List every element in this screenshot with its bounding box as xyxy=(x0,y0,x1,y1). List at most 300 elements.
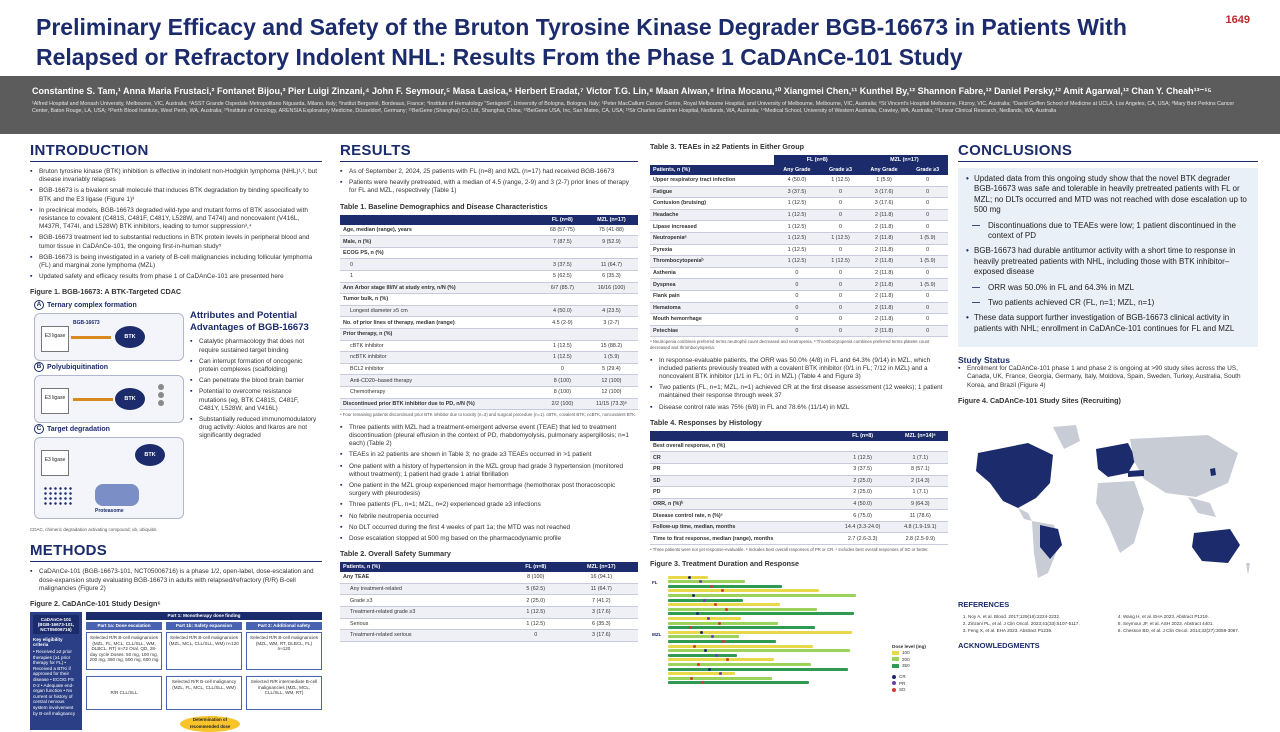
panel-letter: A xyxy=(34,300,44,310)
legend-dose-350: 350 xyxy=(892,663,926,668)
table-cell: 0 xyxy=(907,290,948,302)
table-cell: 1 (12.5) xyxy=(820,232,861,244)
table-cell: 5 (62.5) xyxy=(507,583,565,595)
table-row xyxy=(650,441,948,452)
table-cell: 3 (2-7) xyxy=(585,317,638,329)
table-cell: 3 (17.6) xyxy=(861,198,908,210)
group-header-fl: FL (n=8) xyxy=(774,155,861,165)
table-row xyxy=(340,270,638,282)
swimmer-bar xyxy=(668,668,848,671)
table-cell: Treatment-related grade ≥3 xyxy=(340,606,507,618)
response-marker xyxy=(708,668,711,671)
table-cell: 7 (87.5) xyxy=(540,236,585,248)
table-header: MZL (n=17) xyxy=(585,215,638,225)
table-row xyxy=(340,282,638,294)
table-cell: 1 xyxy=(340,270,540,282)
table-row xyxy=(650,279,948,291)
table-cell: 0 xyxy=(907,302,948,314)
results-bullet: ▪ Three patients (FL, n=1; MZL, n=2) experienced grade ≥3 infections xyxy=(340,501,638,509)
table-cell: 2 (11.8) xyxy=(861,325,908,337)
table-cell: 2 (11.8) xyxy=(861,314,908,326)
table-cell: 0 xyxy=(820,325,861,337)
references xyxy=(958,613,1258,635)
ubiquitin-chain xyxy=(149,382,173,416)
table-cell: Asthenia xyxy=(650,267,774,279)
table-row xyxy=(340,606,638,618)
swimmer-bar xyxy=(668,658,774,661)
fig1-panel-ternary xyxy=(34,300,184,361)
table-cell: 15 (88.2) xyxy=(585,340,638,352)
table-cell: Prior therapy, n (%) xyxy=(340,328,540,340)
table-cell: 1 (5.9) xyxy=(907,279,948,291)
linker-shape xyxy=(73,398,113,401)
table-row xyxy=(650,186,948,198)
table-cell: Longest diameter ≥5 cm xyxy=(340,305,540,317)
eligibility-items: • Received ≥2 prior therapies (≥1 prior therapy for FL) • Received a BTKi if approved for their disease • ECOG PS 0-2 • Adequate end-organ function • No current or history of central nervous system involvement by B-cell malignancy xyxy=(33,649,76,716)
results-bullet: ▪ No febrile neutropenia occurred xyxy=(340,513,638,521)
table-cell: 3 (37.5) xyxy=(774,186,821,198)
table-row xyxy=(650,209,948,221)
table-cell: PR xyxy=(650,463,833,475)
table-cell: Contusion (bruising) xyxy=(650,198,774,210)
hist-label-fl: FL xyxy=(652,579,658,585)
table-row xyxy=(650,498,948,510)
eligibility-title: Key eligibility criteria xyxy=(33,637,63,648)
results-bullet: ▪ As of September 2, 2024, 25 patients with FL (n=8) and MZL (n=17) had received BGB-16673 xyxy=(340,168,638,176)
map-turkey xyxy=(1128,470,1144,477)
table-row xyxy=(650,175,948,186)
table-row xyxy=(340,352,638,364)
response-bullet: ▪ Two patients (FL, n=1; MZL, n=1) achieved CR at the first disease assessment (12 weeks); 1 patient maintained their response through week 37 xyxy=(650,384,948,400)
legend-cr: CR xyxy=(892,674,926,679)
table-cell: 0 xyxy=(774,267,821,279)
table-header: Grade ≥3 xyxy=(820,165,861,175)
intro-bullet: ▪ Updated safety and efficacy results from phase 1 of CaDAnCe-101 are presented here xyxy=(30,273,322,281)
table-cell: 1 (5.9) xyxy=(585,352,638,364)
table-cell: SD xyxy=(650,475,833,487)
map-greenland xyxy=(1053,425,1080,449)
table-cell: 0 xyxy=(820,198,861,210)
table-cell: Follow-up time, median, months xyxy=(650,521,833,533)
swimmer-bar xyxy=(668,622,778,625)
swimmer-bar xyxy=(668,663,811,666)
conclusions-heading: CONCLUSIONS xyxy=(958,142,1258,162)
table-cell: 2 (25.0) xyxy=(833,475,893,487)
table-cell: Serious xyxy=(340,618,507,630)
table-cell: 5 (29.4) xyxy=(585,363,638,375)
table-cell: 1 (7.1) xyxy=(893,452,949,464)
table-3-note: ᵃ Neutropenia combines preferred terms neutrophil count decreased and neutropenia. ᵇ Thrombocytopenia combines preferred terms platelet count decreased and thrombocytopenia. xyxy=(650,339,930,350)
ternary-diagram xyxy=(34,313,184,361)
table-cell: 8 (100) xyxy=(540,386,585,398)
table-cell xyxy=(540,294,585,306)
table-cell: 0 xyxy=(820,290,861,302)
drug-label: BGB-16673 xyxy=(73,320,100,327)
attribute-item: ▪ Substantially reduced immunomodulatory drug activity: Aiolos and Ikaros are not significantly degraded xyxy=(190,416,320,441)
table-cell: 5 (62.5) xyxy=(540,270,585,282)
table-4-title: Table 4. Responses by Histology xyxy=(650,417,762,427)
reference-item: 2. Zinzani PL, et al. J Clin Oncol. 2023;41(33):5107-5117. xyxy=(968,620,1103,627)
table-cell: 1 (5.9) xyxy=(861,175,908,186)
table-cell: 0 xyxy=(907,209,948,221)
table-cell: Upper respiratory tract infection xyxy=(650,175,774,186)
attribute-item: ▪ Can penetrate the blood brain barrier xyxy=(190,377,320,385)
table-cell: 0 xyxy=(774,325,821,337)
attribute-item: ▪ Catalytic pharmacology that does not require sustained target binding xyxy=(190,338,320,354)
degradation-diagram xyxy=(34,437,184,519)
table-cell: 4 (23.5) xyxy=(585,305,638,317)
methods-heading: METHODS xyxy=(30,542,322,562)
table-row xyxy=(340,363,638,375)
results-bullet: ▪ No DLT occurred during the first 4 weeks of part 1a; the MTD was not reached xyxy=(340,524,638,532)
table-row xyxy=(340,317,638,329)
author-band xyxy=(0,76,1280,134)
attributes-title: Attributes and Potential Advantages of BGB-16673 xyxy=(190,310,309,334)
btk-shape: BTK xyxy=(115,326,145,348)
table-cell: Mouth hemorrhage xyxy=(650,314,774,326)
recommended-dose-oval: Determination of recommended dose xyxy=(180,716,240,732)
map-asia xyxy=(1130,435,1238,497)
table-header: Any Grade xyxy=(861,165,908,175)
response-marker xyxy=(715,654,718,657)
response-marker xyxy=(725,608,728,611)
table-3-teaes xyxy=(650,155,948,337)
table-cell: 8 (100) xyxy=(540,375,585,387)
table-cell: 0 xyxy=(820,302,861,314)
table-cell: 0 xyxy=(820,209,861,221)
table-cell: Petechiae xyxy=(650,325,774,337)
table-cell: Time to first response, median (range), months xyxy=(650,533,833,545)
table-cell: Male, n (%) xyxy=(340,236,540,248)
table-cell: Any treatment-related xyxy=(340,583,507,595)
table-cell: 0 xyxy=(774,302,821,314)
table-header: FL (n=8) xyxy=(833,431,893,441)
table-row xyxy=(650,475,948,487)
conclusion-item: • Updated data from this ongoing study show that the novel BTK degrader BGB-16673 was safe and tolerable in heavily pretreated patients with FL or MZL; no DLTs occurred and MTD was not reached with dose escalation up to 500 mg xyxy=(966,174,1250,216)
table-row xyxy=(340,294,638,306)
table-row xyxy=(650,487,948,499)
table-cell xyxy=(585,328,638,340)
swimmer-bar xyxy=(668,677,772,680)
panel-label: Ternary complex formation xyxy=(47,301,137,309)
table-row xyxy=(650,510,948,522)
column-conclusions xyxy=(958,142,1258,720)
table-cell: 16 (94.1) xyxy=(564,572,638,583)
attributes-panel xyxy=(190,310,320,443)
table-cell: 3 (37.5) xyxy=(833,463,893,475)
table-row xyxy=(650,232,948,244)
study-status-heading: Study Status xyxy=(958,355,1010,366)
table-cell xyxy=(585,294,638,306)
table-cell xyxy=(893,441,949,452)
legend-dose-200: 200 xyxy=(892,657,926,662)
results-bullet: ▪ One patient in the MZL group experienced major hemorrhage (hemothorax post thoracoscopic surgery with pleurodesis) xyxy=(340,482,638,498)
table-cell: 2 (25.0) xyxy=(833,487,893,499)
map-australia xyxy=(1192,529,1240,563)
table-cell: 1 (12.5) xyxy=(833,452,893,464)
reference-item: 3. Feng X, et al. EHA 2023. Abstract P1239. xyxy=(968,627,1103,634)
table-cell: CR xyxy=(650,452,833,464)
table-cell: 0 xyxy=(820,279,861,291)
table-cell: Best overall response, n (%) xyxy=(650,441,833,452)
map-southeast-asia xyxy=(1188,497,1216,517)
group-header-mzl: MZL (n=17) xyxy=(861,155,948,165)
table-header: Patients, n (%) xyxy=(340,562,507,572)
swimmer-bar xyxy=(668,654,737,657)
table-cell: 4 (50.0) xyxy=(540,305,585,317)
column-results xyxy=(340,142,638,720)
introduction-bullets xyxy=(30,168,322,281)
reference-item: 4. Wang H, et al. EHA 2023. Abstract P1219. xyxy=(1123,613,1258,620)
table-row xyxy=(340,618,638,630)
table-cell: 0 xyxy=(820,186,861,198)
legend-dose-100: 100 xyxy=(892,650,926,655)
results-bullet: ▪ Three patients with MZL had a treatment-emergent adverse event (TEAE) that led to treatment discontinuation (pleural effusion in the context of PD, rhabdomyolysis, pulmonary aspergillosis; n=1 each) (Table 2) xyxy=(340,424,638,449)
expansion-cohort: Selected R/R B-cell malignancy (MZL, FL, MCL, CLL/SLL, WM) xyxy=(166,676,242,710)
table-cell: 2 (25.0) xyxy=(507,595,565,607)
table-row xyxy=(340,225,638,236)
proteasome-label: Proteasome xyxy=(95,508,124,515)
table-cell: 0 xyxy=(907,175,948,186)
table-cell: Ann Arbor stage III/IV at study entry, n/N (%) xyxy=(340,282,540,294)
study-id: CaDAnCe-101 (BGB-16673-101, NCT05006716) xyxy=(33,615,79,634)
table-cell: 1 (12.5) xyxy=(820,175,861,186)
fig1-panel-degradation xyxy=(34,424,184,519)
figure-2-study-design xyxy=(30,612,322,732)
table-cell: 0 xyxy=(907,314,948,326)
table-cell: 6 (35.3) xyxy=(564,618,638,630)
figure-1-title: Figure 1. BGB-16673: A BTK-Targeted CDAC xyxy=(30,287,182,297)
legend-title: Dose level (mg) xyxy=(892,643,926,649)
table-header: Any Grade xyxy=(774,165,821,175)
attribute-item: ▪ Potential to overcome resistance mutations (eg, BTK C481S, C481F, C481Y, L528W, and V416L) xyxy=(190,388,320,413)
table-cell xyxy=(833,441,893,452)
table-cell: 75 (41-88) xyxy=(585,225,638,236)
table-cell: 6/7 (85.7) xyxy=(540,282,585,294)
table-cell: Flank pain xyxy=(650,290,774,302)
table-cell: 8 (100) xyxy=(507,572,565,583)
table-cell: 2 (11.8) xyxy=(861,209,908,221)
table-cell: 6 (75.0) xyxy=(833,510,893,522)
table-cell: 2 (11.8) xyxy=(861,279,908,291)
figure-4-title: Figure 4. CaDAnCe-101 Study Sites (Recruiting) xyxy=(958,395,1121,405)
table-cell: 2.7 (2.6-3.3) xyxy=(833,533,893,545)
table-cell: 2/2 (100) xyxy=(540,398,585,410)
map-south-korea xyxy=(1210,468,1216,476)
conclusions-box xyxy=(958,168,1258,347)
cll-cohort: R/R CLL/SLL xyxy=(86,676,162,710)
table-cell xyxy=(540,328,585,340)
response-marker xyxy=(693,645,696,648)
map-central-america xyxy=(1018,508,1032,521)
table-cell: 0 xyxy=(907,221,948,233)
e3-ligase-shape: E3 ligase xyxy=(41,388,69,414)
table-header xyxy=(650,431,833,441)
reference-item: 6. Chesson BD, et al. J Clin Oncol. 2014;32(27):3059-3067. xyxy=(1123,627,1258,634)
btk-shape: BTK xyxy=(135,444,165,466)
table-cell: 0 xyxy=(774,290,821,302)
table-header: MZL (n=17) xyxy=(564,562,638,572)
response-marker xyxy=(690,677,693,680)
swimmer-bar xyxy=(668,589,819,592)
figure-1-caption: CDAC, chimeric degradation activating compound; ub, ubiquitin. xyxy=(30,527,158,533)
table-cell: 6 (35.3) xyxy=(585,270,638,282)
table-cell: Tumor bulk, n (%) xyxy=(340,294,540,306)
e3-ligase-shape: E3 ligase xyxy=(41,450,69,476)
response-bullet: ▪ Disease control rate was 75% (6/8) in FL and 78.6% (11/14) in MZL xyxy=(650,404,948,412)
attribute-item: ▪ Can interrupt formation of oncogenic protein complexes (scaffolding) xyxy=(190,358,320,374)
table-row xyxy=(650,521,948,533)
intro-bullet: ▪ In preclinical models, BGB-16673 degraded wild-type and mutant forms of BTK associated with resistance to covalent (C481S, C481F, C481Y, L528W, and T474I) and noncovalent (V416L, M437R, T474I, and L528W) BTK inhibitors, leading to tumor suppression³,⁴ xyxy=(30,207,322,232)
methods-bullet: ▪ CaDAnCe-101 (BGB-16673-101, NCT05006716) is a phase 1/2, open-label, dose-escalation and dose-expansion study evaluating BGB-16673 in adults with relapsed/refractory (R/R) B-cell malignancies (Figure 2) xyxy=(30,568,322,593)
table-cell: 2 (11.8) xyxy=(861,221,908,233)
references-heading: REFERENCES xyxy=(958,599,1010,609)
part1a-band: Part 1a: Dose escalation xyxy=(86,622,162,630)
table-row xyxy=(340,305,638,317)
table-cell: 0 xyxy=(907,267,948,279)
btk-shape: BTK xyxy=(115,388,145,410)
table-cell: Age, median (range), years xyxy=(340,225,540,236)
table-row xyxy=(650,244,948,256)
table-cell: 68 (57-75) xyxy=(540,225,585,236)
swimmer-bar xyxy=(668,603,780,606)
results-bullet: ▪ Patients were heavily pretreated, with a median of 4.5 (range, 2-9) and 3 (2-7) prior lines of therapy for FL and MZL, respectively (Table 1) xyxy=(340,179,638,195)
table-cell: 1 (12.5) xyxy=(774,198,821,210)
table-cell: Thrombocytopeniaᵇ xyxy=(650,256,774,268)
response-marker xyxy=(703,599,706,602)
table-row xyxy=(650,267,948,279)
linker-shape xyxy=(71,336,111,339)
table-cell: 1 (5.9) xyxy=(907,256,948,268)
table-cell: 11 (78.6) xyxy=(893,510,949,522)
response-bullet: ▪ In response-evaluable patients, the ORR was 50.0% (4/8) in FL and 64.3% (9/14) in MZL, which included patients previously treated with a covalent BTK inhibitor (0/1 in FL; 7/12 in MZL) and a noncovalent BTK inhibitor (1/1 in FL; 0/1 in MZL) (Table 4 and Figure 3) xyxy=(650,357,948,382)
reference-item: 1. Noy A, et al. Blood. 2017;129(16):2224-2232. xyxy=(968,613,1103,620)
table-cell: Grade ≥3 xyxy=(340,595,507,607)
table-cell: 1 (12.5) xyxy=(540,340,585,352)
table-header xyxy=(340,215,540,225)
table-cell: Fatigue xyxy=(650,186,774,198)
proteasome-shape xyxy=(95,484,139,506)
table-cell: 2 (14.3) xyxy=(893,475,949,487)
swimmer-bar xyxy=(668,635,739,638)
table-row xyxy=(650,290,948,302)
part2-expansion-cohort: Selected R/R intermediate B-cell malignancies (MZL, MCL, CLL/SLL, WM, RT) xyxy=(246,676,322,710)
table-cell: 2.8 (2.5-9.9) xyxy=(893,533,949,545)
part1a-cohort: Selected R/R B-cell malignancies (MZL, FL, MCL, CLL/SLL, WM, DLBCL, RT) n≈72 Oral, QD, 28-day cycle Doses: 50 mg, 100 mg, 200 mg, 350 mg, 500 mg, 600 mg xyxy=(86,632,162,670)
table-cell xyxy=(585,247,638,259)
intro-bullet: ▪ BGB-16673 is a bivalent small molecule that induces BTK degradation by binding specifically to BTK and the E3 ligase (Figure 1)³ xyxy=(30,187,322,203)
response-marker xyxy=(718,622,721,625)
table-cell: 8 (57.1) xyxy=(893,463,949,475)
table-row xyxy=(340,328,638,340)
table-cell: Disease control rate, n (%)ᶜ xyxy=(650,510,833,522)
results-bullet: ▪ Dose escalation stopped at 500 mg based on the pharmacodynamic profile xyxy=(340,535,638,543)
table-cell: Headache xyxy=(650,209,774,221)
map-new-zealand xyxy=(1246,563,1250,575)
table-cell: 0 xyxy=(340,259,540,271)
table-cell: 4.8 (1.9-19.1) xyxy=(893,521,949,533)
table-row xyxy=(650,533,948,545)
figure-3-title: Figure 3. Treatment Duration and Response xyxy=(650,558,799,568)
table-row xyxy=(340,386,638,398)
response-marker xyxy=(688,576,691,579)
table-cell: 0 xyxy=(774,279,821,291)
table-cell: 1 (12.5) xyxy=(774,232,821,244)
map-africa xyxy=(1096,481,1144,553)
table-row xyxy=(650,325,948,337)
table-4-note: ᵃ Three patients were not yet response-evaluable. ᵇ Includes best overall responses of PR or CR. ᶜ Includes best overall responses of SD or better. xyxy=(650,547,929,553)
figure-2-title: Figure 2. CaDAnCe-101 Study Design⁶ xyxy=(30,599,161,609)
table-row xyxy=(650,314,948,326)
swimmer-bar xyxy=(668,645,813,648)
table-cell: Dyspnea xyxy=(650,279,774,291)
ubiquitination-diagram xyxy=(34,375,184,423)
table-cell: 1 (12.5) xyxy=(507,618,565,630)
table-4-responses xyxy=(650,431,948,545)
table-1-title: Table 1. Baseline Demographics and Disease Characteristics xyxy=(340,201,548,211)
table-header: FL (n=8) xyxy=(540,215,585,225)
panel-letter: C xyxy=(34,424,44,434)
table-cell: 2 (11.8) xyxy=(861,256,908,268)
figure-1 xyxy=(30,300,322,532)
swimmer-bar xyxy=(668,681,809,684)
swimmer-bar xyxy=(668,617,741,620)
table-cell: BCL2 inhibitor xyxy=(340,363,540,375)
part1b-cohort: Selected R/R B-cell malignancies (MZL, MCL, CLL/SLL, WM) n≈120 xyxy=(166,632,242,670)
table-row xyxy=(340,236,638,248)
table-cell: 4.5 (2-9) xyxy=(540,317,585,329)
conclusion-item: • BGB-16673 had durable antitumor activity with a short time to response in heavily pretreated patients with NHL, including those with BTK inhibitor–exposed disease xyxy=(966,246,1250,277)
table-cell: ECOG PS, n (%) xyxy=(340,247,540,259)
conclusion-item: • These data support further investigation of BGB-16673 clinical activity in patients with NHL; enrollment in CaDAnCe-101 continues for FL and MZL xyxy=(966,313,1250,334)
table-1-note: ᵃ Four remaining patients discontinued prior BTK inhibitor due to toxicity (n=3) and surgical procedure (n=1). cBTK, covalent BTK; ncBTK, noncovalent BTK. xyxy=(340,412,637,418)
figure-3-swimmer-plot xyxy=(650,572,948,702)
table-cell: 11/15 (73.3)ᵃ xyxy=(585,398,638,410)
table-cell: 14.4 (3.3-24.0) xyxy=(833,521,893,533)
table-header: MZL (n=14)ᵃ xyxy=(893,431,949,441)
table-row xyxy=(650,256,948,268)
swimmer-bar xyxy=(668,649,850,652)
table-row xyxy=(340,259,638,271)
intro-bullet: ▪ BGB-16673 treatment led to substantial reductions in BTK protein levels in peripheral blood and tumor tissue in CaDAnCe-101, the ongoing first-in-human study⁵ xyxy=(30,234,322,250)
table-row xyxy=(650,452,948,464)
table-cell: 3 (17.6) xyxy=(861,186,908,198)
study-status-text: ▪ Enrollment for CaDAnCe-101 phase 1 and phase 2 is ongoing at >90 study sites across the US, Canada, UK, France, Georgia, Germany, Italy, Moldova, Spain, Sweden, Turkey, Australia, South Korea, and Brazil (Figure 4) xyxy=(958,365,1258,390)
table-cell: 7 (41.2) xyxy=(564,595,638,607)
table-cell: 11 (64.7) xyxy=(585,259,638,271)
column-introduction xyxy=(30,142,322,730)
table-row xyxy=(340,583,638,595)
table-cell: 1 (12.5) xyxy=(507,606,565,618)
table-cell: 2 (11.8) xyxy=(861,244,908,256)
table-cell: Neutropeniaᵃ xyxy=(650,232,774,244)
table-cell: 4 (50.0) xyxy=(833,498,893,510)
table-row xyxy=(340,247,638,259)
table-cell: Treatment-related serious xyxy=(340,630,507,642)
table-cell: 0 xyxy=(820,314,861,326)
table-row xyxy=(340,572,638,583)
table-cell: 1 (7.1) xyxy=(893,487,949,499)
poster-title: Preliminary Efficacy and Safety of the Bruton Tyrosine Kinase Degrader BGB-16673 in Patients With Relapsed or Refractory Indolent NHL: Results From the Phase 1 CaDAnCe-101 Study xyxy=(36,14,1127,70)
table-cell: 2 (11.8) xyxy=(861,232,908,244)
table-1-demographics xyxy=(340,215,638,411)
table-header: FL (n=8) xyxy=(507,562,565,572)
table-cell: 1 (12.5) xyxy=(820,256,861,268)
table-row xyxy=(650,198,948,210)
map-north-america xyxy=(976,443,1053,508)
table-cell: Pyrexia xyxy=(650,244,774,256)
table-cell xyxy=(540,247,585,259)
